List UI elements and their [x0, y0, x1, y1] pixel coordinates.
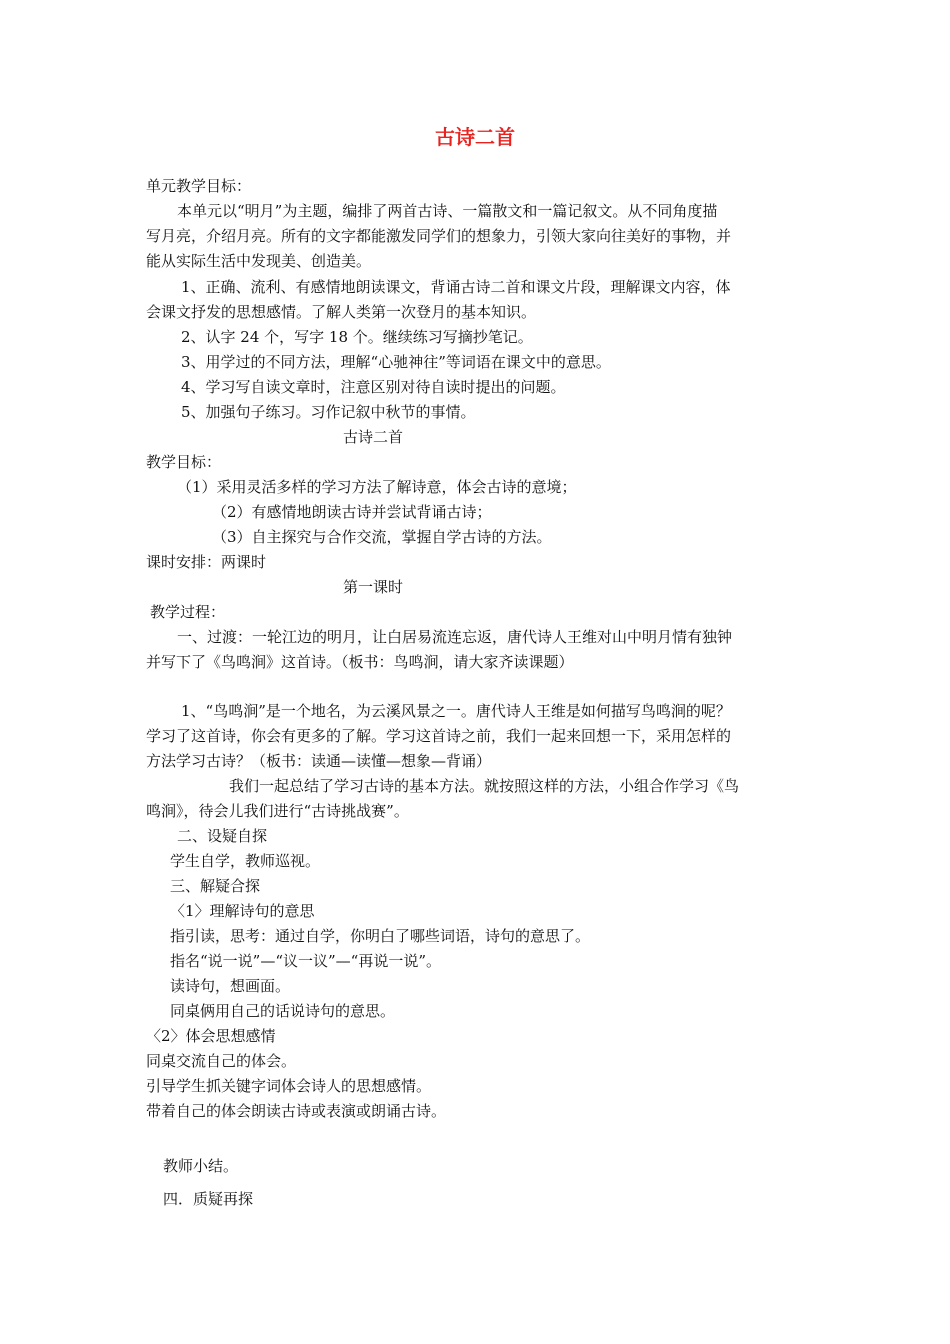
text-line: 引导学生抓关键字词体会诗人的思想感情。: [146, 1077, 432, 1095]
text-line: 一、过渡：一轮江边的明月，让白居易流连忘返，唐代诗人王维对山中明月情有独钟: [177, 628, 733, 646]
text-line: 二、设疑自探: [177, 827, 268, 845]
text-line: 带着自己的体会朗读古诗或表演或朗诵古诗。: [146, 1102, 447, 1120]
text-line: 2、认字 24 个，写字 18 个。继续练习写摘抄笔记。: [181, 328, 533, 346]
section-heading: 第一课时: [343, 578, 404, 596]
text-line: 指引读，思考：通过自学，你明白了哪些词语，诗句的意思了。: [170, 927, 591, 945]
text-line: 〈1〉理解诗句的意思: [170, 902, 315, 920]
text-line: 5、加强句子练习。习作记叙中秋节的事情。: [181, 403, 476, 421]
text-line: 方法学习古诗？（板书：读通—读懂—想象—背诵）: [146, 752, 492, 770]
text-line: 〈2〉体会思想感情: [146, 1027, 276, 1045]
text-line: （2）有感情地朗读古诗并尝试背诵古诗；: [212, 503, 492, 521]
text-line: 教师小结。: [163, 1157, 239, 1175]
text-line: 1、“鸟鸣涧”是一个地名，为云溪风景之一。唐代诗人王维是如何描写鸟鸣涧的呢？: [181, 702, 731, 720]
text-line: 3、用学过的不同方法，理解“心驰神往”等词语在课文中的意思。: [181, 353, 611, 371]
text-line: 我们一起总结了学习古诗的基本方法。就按照这样的方法，小组合作学习《鸟: [229, 777, 740, 795]
text-line: （3）自主探究与合作交流，掌握自学古诗的方法。: [212, 528, 552, 546]
section-heading: 古诗二首: [343, 428, 404, 446]
text-line: 鸣涧》，待会儿我们进行“古诗挑战赛”。: [146, 802, 409, 820]
text-line: 本单元以“明月”为主题，编排了两首古诗、一篇散文和一篇记叙文。从不同角度描: [177, 202, 718, 220]
text-line: 课时安排：两课时: [146, 553, 267, 571]
text-line: 并写下了《鸟鸣涧》这首诗。（板书：鸟鸣涧，请大家齐读课题）: [146, 653, 574, 671]
text-line: 教学过程：: [150, 603, 226, 621]
text-line: 学生自学，教师巡视。: [170, 852, 321, 870]
text-line: 四．质疑再探: [163, 1190, 254, 1208]
text-line: 学习了这首诗，你会有更多的了解。学习这首诗之前，我们一起来回想一下，采用怎样的: [146, 727, 732, 745]
text-line: 会课文抒发的思想感情。了解人类第一次登月的基本知识。: [146, 303, 537, 321]
text-line: 能从实际生活中发现美、创造美。: [146, 252, 372, 270]
text-line: 三、解疑合探: [170, 877, 261, 895]
text-line: 单元教学目标：: [146, 177, 252, 195]
text-line: 读诗句，想画面。: [170, 977, 291, 995]
text-line: 指名“说一说”—“议一议”—“再说一说”。: [170, 952, 442, 970]
text-line: 写月亮，介绍月亮。所有的文字都能激发同学们的想象力，引领大家向往美好的事物，并: [146, 227, 732, 245]
text-line: 同桌交流自己的体会。: [146, 1052, 297, 1070]
text-line: 1、正确、流利、有感情地朗读课文，背诵古诗二首和课文片段，理解课文内容，体: [181, 278, 731, 296]
text-line: 同桌俩用自己的话说诗句的意思。: [170, 1002, 396, 1020]
document-title: 古诗二首: [435, 125, 515, 149]
text-line: （1）采用灵活多样的学习方法了解诗意，体会古诗的意境；: [177, 478, 577, 496]
text-line: 4、学习写自读文章时，注意区别对待自读时提出的问题。: [181, 378, 566, 396]
text-line: 教学目标：: [146, 453, 222, 471]
